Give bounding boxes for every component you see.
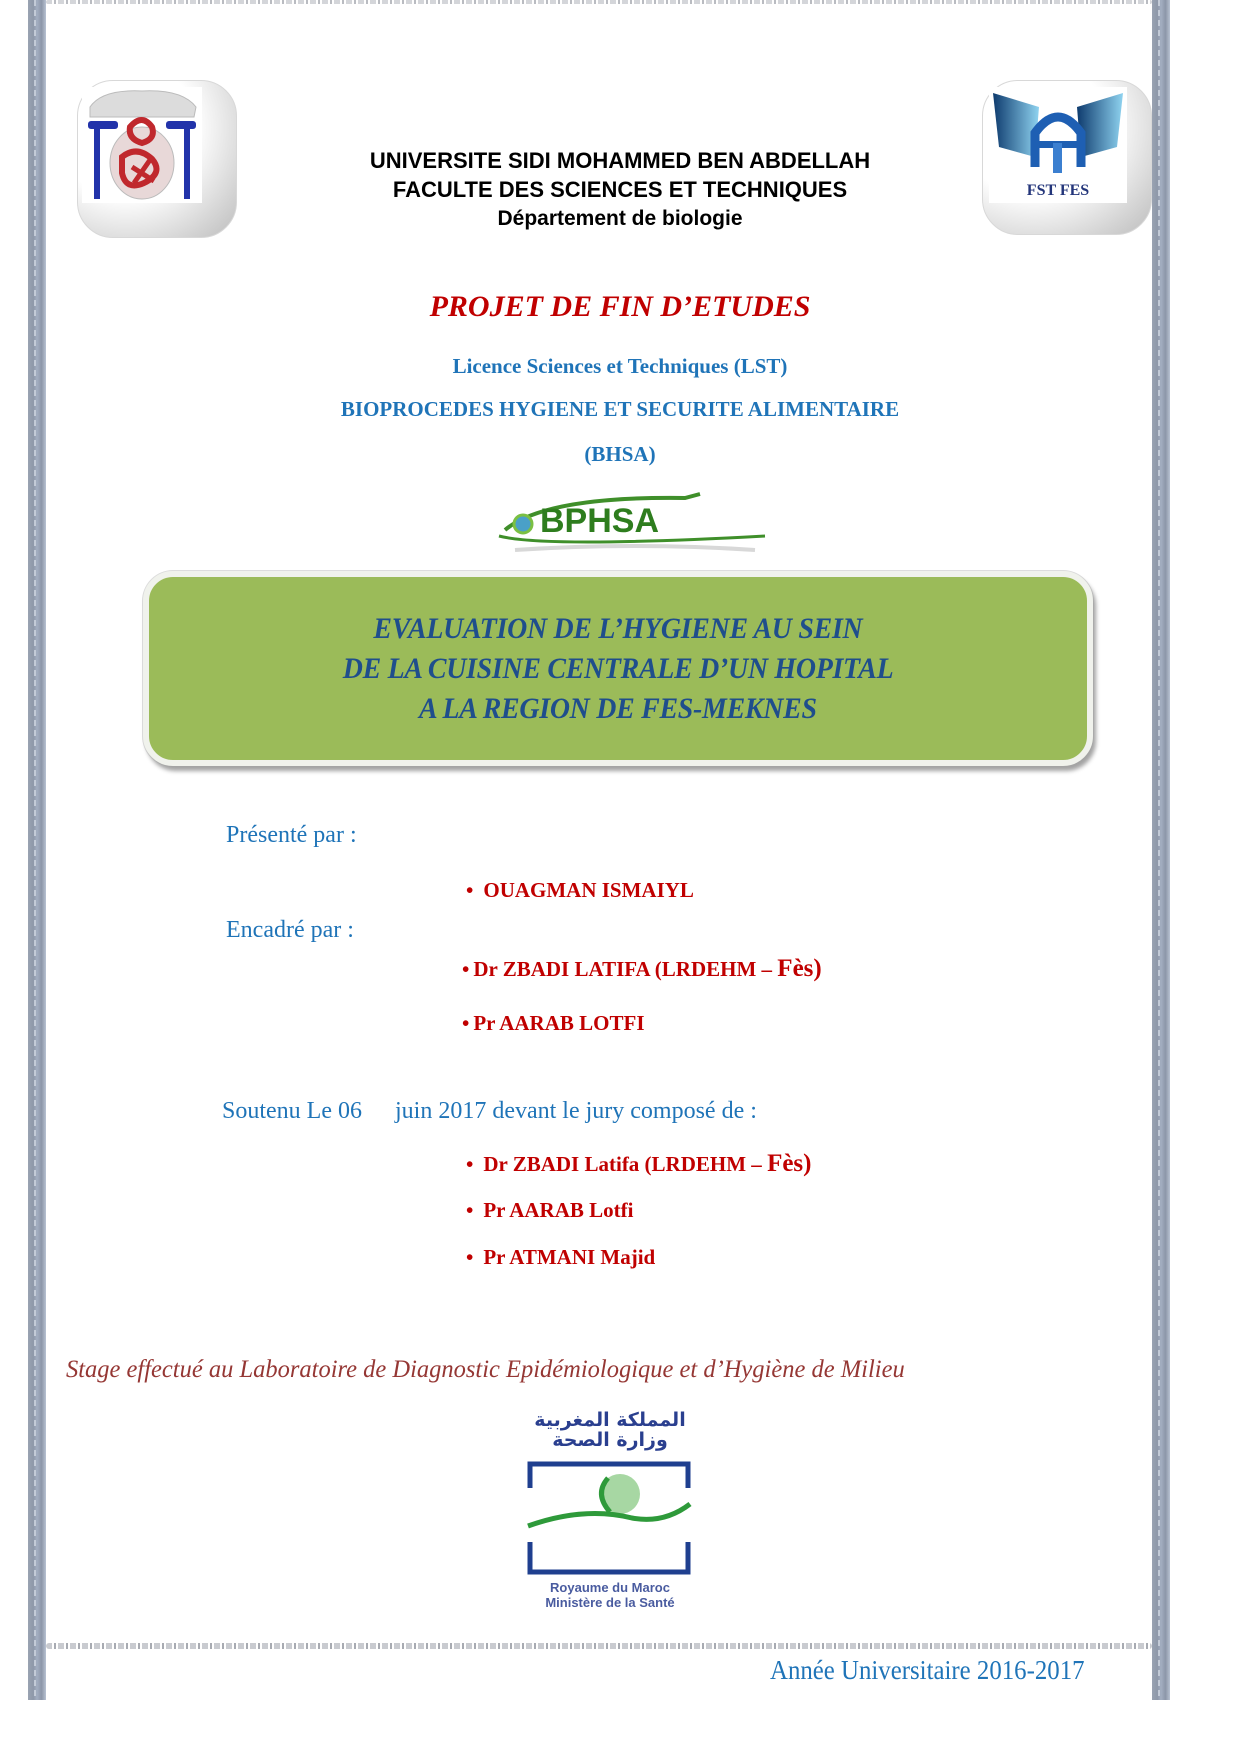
institution-header (240, 146, 1000, 233)
defense-date-and-jury-label: juin 2017 devant le jury composé de : (394, 1098, 757, 1124)
document-type-title: PROJET DE FIN D’ETUDES (429, 290, 811, 323)
supervisor-name: Dr ZBADI LATIFA (LRDEHM – (473, 957, 778, 981)
usmba-logo-icon (82, 87, 202, 203)
thesis-title-line-1: EVALUATION DE L’HYGIENE AU SEIN (373, 611, 863, 645)
university-name: UNIVERSITE SIDI MOHAMMED BEN ABDELLAH (369, 148, 871, 173)
student-item (466, 878, 694, 903)
presented-by-label: Présenté par : (226, 822, 357, 848)
program-name: BIOPROCEDES HYGIENE ET SECURITE ALIMENTAIRE (340, 397, 900, 421)
ministry-of-health-logo (500, 1410, 720, 1620)
page-border-top (46, 0, 1152, 4)
faculty-logo (982, 80, 1152, 235)
bphsa-logo-icon (485, 486, 785, 556)
thesis-title-line-2: DE LA CUISINE CENTRALE D’UN HOPITAL (342, 651, 894, 685)
jury-member-item (466, 1198, 633, 1223)
ministry-emblem-icon (524, 1460, 694, 1576)
jury-member-name: Dr ZBADI Latifa (LRDEHM – (483, 1152, 768, 1176)
page-border-right (1152, 0, 1170, 1700)
jury-member-name: Pr ATMANI Majid (483, 1245, 656, 1269)
university-logo (77, 80, 237, 238)
jury-member-city: Fès) (767, 1150, 812, 1177)
supervised-by-label: Encadré par : (226, 917, 354, 943)
internship-statement: Stage effectué au Laboratoire de Diagnostic Epidémiologique et d’Hygiène de Milieu (66, 1356, 905, 1383)
degree-name: Licence Sciences et Techniques (LST) (452, 354, 788, 378)
thesis-title-box (143, 571, 1093, 766)
bullet-icon: • (466, 1245, 474, 1269)
faculty-name: FACULTE DES SCIENCES ET TECHNIQUES (392, 177, 848, 202)
thesis-title-line-3: A LA REGION DE FES-MEKNES (419, 691, 817, 725)
ministry-french-text: Royaume du Maroc Ministère de la Santé (545, 1580, 675, 1610)
supervisor-item (462, 955, 822, 983)
department-name: Département de biologie (497, 207, 743, 230)
bullet-icon: • (466, 878, 474, 902)
ministry-arabic-text: المملكة المغربية وزارة الصحة (534, 1409, 686, 1451)
svg-text:FST FES: FST FES (1026, 182, 1090, 199)
program-abbreviation: (BHSA) (584, 442, 656, 466)
jury-member-item (466, 1245, 655, 1270)
fst-fes-logo-icon (989, 87, 1127, 203)
supervisor-name: Pr AARAB LOTFI (473, 1011, 645, 1035)
page-border-left (28, 0, 46, 1700)
jury-member-item (466, 1150, 811, 1178)
bullet-icon: • (462, 957, 470, 981)
supervisor-item (462, 1011, 645, 1036)
defense-day: Soutenu Le 06 (222, 1098, 362, 1124)
academic-year: Année Universitaire 2016-2017 (770, 1655, 1085, 1685)
student-name: OUAGMAN ISMAIYL (483, 878, 694, 902)
decorative-chain-divider (46, 1643, 1152, 1649)
jury-member-name: Pr AARAB Lotfi (483, 1198, 634, 1222)
supervisor-city: Fès) (777, 955, 822, 982)
bullet-icon: • (462, 1011, 470, 1035)
defense-date-line (222, 1098, 757, 1125)
bullet-icon: • (466, 1198, 474, 1222)
svg-text:BPHSA: BPHSA (540, 502, 660, 540)
bullet-icon: • (466, 1152, 474, 1176)
